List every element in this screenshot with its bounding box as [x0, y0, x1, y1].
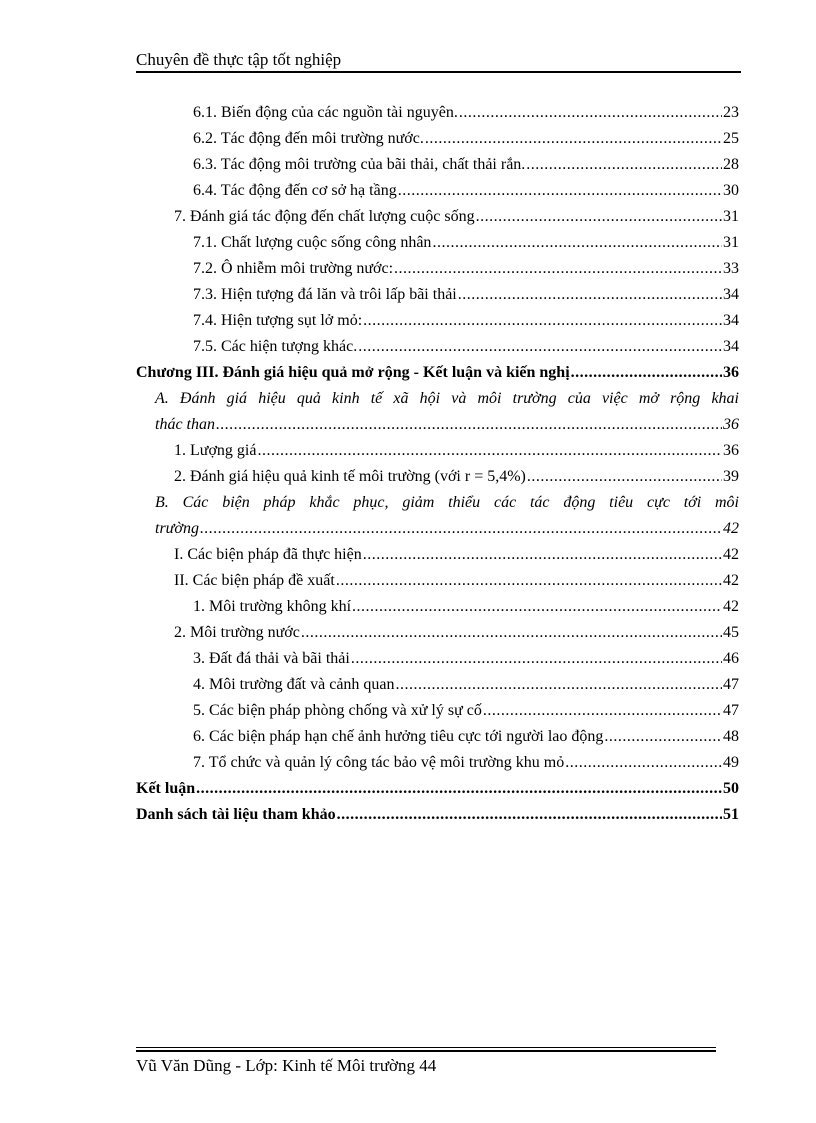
toc-page-number: 36	[723, 416, 739, 433]
toc-leader	[425, 126, 722, 152]
toc-entry-label: II. Các biện pháp đề xuất	[174, 572, 335, 589]
toc-leader	[398, 178, 722, 204]
toc-entry[interactable]	[174, 568, 739, 594]
toc-leader	[527, 464, 722, 490]
toc-page-number: 30	[723, 182, 739, 199]
toc-page-number: 34	[723, 338, 739, 355]
toc-entry[interactable]	[193, 594, 739, 620]
toc-entry-label: 2. Đánh giá hiệu quả kinh tế môi trường (với r = 5,4%)	[174, 468, 526, 485]
toc-page-number: 39	[723, 468, 739, 485]
toc-leader	[257, 438, 722, 464]
toc-entry[interactable]	[193, 698, 739, 724]
toc-leader	[337, 802, 722, 828]
toc-leader	[483, 698, 722, 724]
toc-page-number: 51	[723, 806, 739, 823]
toc-entry[interactable]	[193, 230, 739, 256]
toc-page-number: 31	[723, 208, 739, 225]
toc-entry-label: 2. Môi trường nước	[174, 624, 300, 641]
toc-leader	[476, 204, 722, 230]
toc-entry[interactable]	[174, 204, 739, 230]
toc-leader	[301, 620, 722, 646]
toc-leader	[571, 360, 722, 386]
toc-entry-label: 1. Lượng giá	[174, 442, 257, 459]
toc-section-entry[interactable]	[155, 412, 739, 438]
toc-page-number: 42	[723, 598, 739, 615]
toc-leader	[396, 672, 722, 698]
toc-entry[interactable]	[193, 646, 739, 672]
toc-leader	[432, 230, 722, 256]
toc-page-number: 33	[723, 260, 739, 277]
toc-page-number: 25	[723, 130, 739, 147]
toc-page-number: 34	[723, 286, 739, 303]
toc-entry[interactable]	[193, 178, 739, 204]
toc-entry[interactable]	[174, 542, 739, 568]
toc-entry-label: 6.3. Tác động môi trường của bãi thải, chất thải rắn.	[193, 156, 526, 173]
toc-chapter-entry[interactable]	[136, 776, 739, 802]
toc-entry[interactable]	[193, 126, 739, 152]
toc-leader	[526, 152, 722, 178]
toc-page-number: 48	[723, 728, 739, 745]
toc-entry-label: 7. Tổ chức và quản lý công tác bảo vệ môi trường khu mỏ	[193, 754, 565, 771]
toc-page-number: 31	[723, 234, 739, 251]
toc-page-number: 49	[723, 754, 739, 771]
toc-entry-label: I. Các biện pháp đã thực hiện	[174, 546, 362, 563]
toc-entry-label: 7.3. Hiện tượng đá lăn và trôi lấp bãi thải	[193, 286, 457, 303]
toc-entry-label: 5. Các biện pháp phòng chống và xử lý sự cố	[193, 702, 482, 719]
toc-page-number: 46	[723, 650, 739, 667]
footer-rule	[136, 1047, 716, 1048]
toc-page-number: 47	[723, 702, 739, 719]
toc-entry-label: Danh sách tài liệu tham khảo	[136, 806, 336, 823]
toc-entry-label: 3. Đất đá thải và bãi thải	[193, 650, 350, 667]
toc-entry[interactable]	[193, 282, 739, 308]
toc-leader	[196, 776, 722, 802]
toc-page-number: 34	[723, 312, 739, 329]
toc-page-number: 23	[723, 104, 739, 121]
toc-leader	[200, 516, 722, 542]
toc-leader	[216, 412, 722, 438]
toc-leader	[458, 282, 722, 308]
toc-entry[interactable]	[174, 438, 739, 464]
toc-entry[interactable]	[193, 672, 739, 698]
toc-entry-label: 1. Môi trường không khí	[193, 598, 352, 615]
toc-page-number: 50	[723, 780, 739, 797]
toc-entry-label: 6.4. Tác động đến cơ sở hạ tầng	[193, 182, 397, 199]
toc-entry-label: 6.2. Tác động đến môi trường nước.	[193, 130, 424, 147]
toc-entry-label: trường	[155, 520, 199, 537]
toc-leader	[358, 334, 722, 360]
toc-entry[interactable]	[193, 308, 739, 334]
toc-chapter-entry[interactable]	[136, 360, 739, 386]
toc-entry[interactable]	[193, 724, 739, 750]
toc-chapter-entry[interactable]	[136, 802, 739, 828]
toc-entry-label: Chương III. Đánh giá hiệu quả mở rộng - Kết luận và kiến nghị	[136, 364, 570, 381]
toc-entry-label: 7.1. Chất lượng cuộc sống công nhân	[193, 234, 432, 251]
toc-page-number: 42	[723, 520, 739, 537]
header-rule	[136, 71, 741, 73]
toc-leader	[336, 568, 722, 594]
toc-entry[interactable]	[193, 334, 739, 360]
toc-page-number: 36	[723, 364, 739, 381]
toc-leader	[352, 594, 722, 620]
toc-section-heading-line: B. Các biện pháp khắc phục, giảm thiểu các tác động tiêu cực tới môi	[155, 494, 739, 511]
toc-entry-label: Kết luận	[136, 780, 196, 797]
toc-entry[interactable]	[193, 152, 739, 178]
header-title: Chuyên đề thực tập tốt nghiệp	[136, 50, 342, 69]
toc-entry-label: 4. Môi trường đất và cảnh quan	[193, 676, 395, 693]
toc-entry-label: 6. Các biện pháp hạn chế ảnh hưởng tiêu cực tới người lao động	[193, 728, 604, 745]
toc-entry-label: 7.4. Hiện tượng sụt lở mỏ:	[193, 312, 363, 329]
toc-entry[interactable]	[193, 750, 739, 776]
footer-rule	[136, 1050, 716, 1052]
toc-section-entry[interactable]	[155, 516, 739, 542]
toc-entry-label: 7. Đánh giá tác động đến chất lượng cuộc sống	[174, 208, 475, 225]
toc-entry[interactable]	[193, 256, 739, 282]
toc-entry-label: thác than	[155, 416, 215, 433]
toc-leader	[351, 646, 722, 672]
toc-page-number: 45	[723, 624, 739, 641]
toc-leader	[604, 724, 722, 750]
toc-leader	[363, 542, 722, 568]
toc-page-number: 36	[723, 442, 739, 459]
toc-page-number: 47	[723, 676, 739, 693]
toc-entry[interactable]	[174, 464, 739, 490]
toc-leader	[565, 750, 722, 776]
toc-entry[interactable]	[193, 100, 739, 126]
toc-leader	[394, 256, 722, 282]
toc-page-number: 42	[723, 572, 739, 589]
toc-page-number: 28	[723, 156, 739, 173]
footer-text: Vũ Văn Dũng - Lớp: Kinh tế Môi trường 44	[136, 1056, 437, 1075]
toc-section-heading-line: A. Đánh giá hiệu quả kinh tế xã hội và môi trường của việc mở rộng khai	[155, 390, 739, 407]
toc-entry[interactable]	[174, 620, 739, 646]
toc-page-number: 42	[723, 546, 739, 563]
toc-entry-label: 6.1. Biến động của các nguồn tài nguyên.	[193, 104, 458, 121]
toc-leader	[363, 308, 722, 334]
toc-entry-label: 7.2. Ô nhiễm môi trường nước:	[193, 260, 394, 277]
toc-leader	[459, 100, 722, 126]
toc-entry-label: 7.5. Các hiện tượng khác.	[193, 338, 358, 355]
